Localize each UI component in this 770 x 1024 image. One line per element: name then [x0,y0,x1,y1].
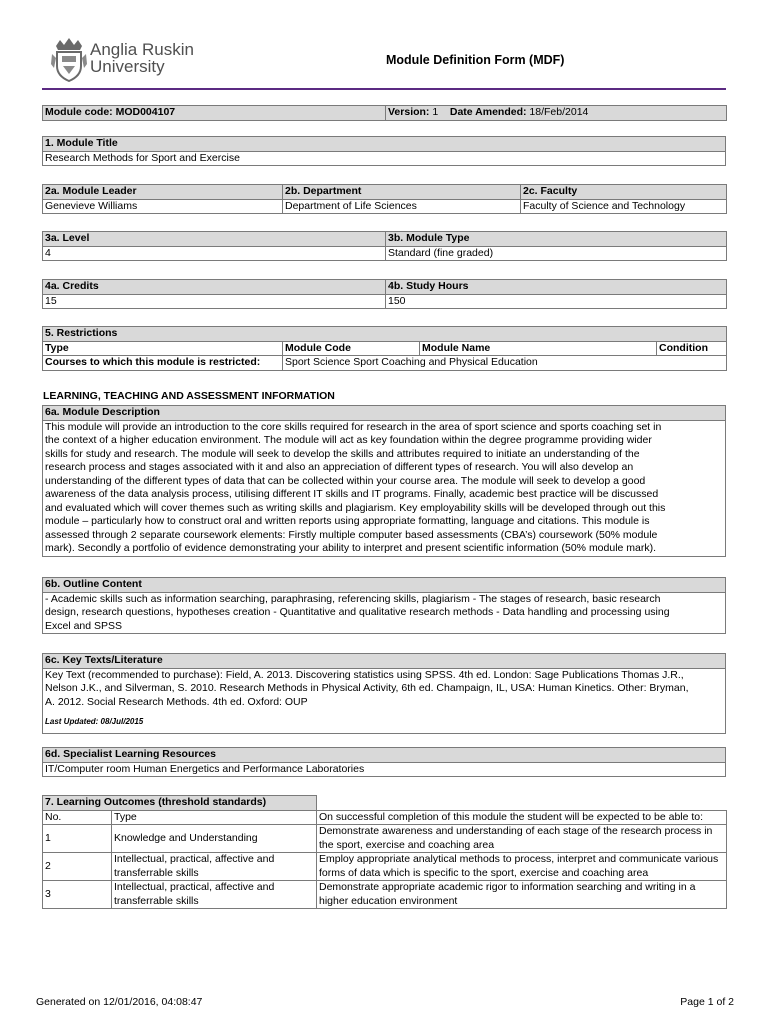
description-body [43,420,726,556]
outcome-desc: Demonstrate awareness and understanding of each stage of the research process in the sport, exercise and coaching area [317,825,727,853]
outcomes-col-no: No. [43,810,112,825]
outcome-desc: Employ appropriate analytical methods to process, interpret and communicate various forms of data which is specific to the sport, exercise and coaching area [317,853,727,881]
credits-heading: 4a. Credits [43,280,386,295]
level-heading: 3a. Level [43,232,386,247]
module-title-heading: 1. Module Title [43,137,726,152]
restrictions-col-name: Module Name [420,341,657,356]
version-value: 1 [432,106,439,118]
leader-value: Genevieve Williams [43,199,283,214]
credits-value: 15 [43,294,386,309]
restrictions-col-code: Module Code [283,341,420,356]
restrictions-row-value: Sport Science Sport Coaching and Physical Education [283,356,727,371]
restrictions-row-label: Courses to which this module is restricted: [43,356,283,371]
description-line: module – particularly how to construct oral and written reports using appropriate formatting, language and citations. This module is [45,515,650,527]
leader-heading: 2a. Module Leader [43,185,283,200]
restrictions-table [42,326,727,371]
page-title: Module Definition Form (MDF) [386,53,565,67]
generated-timestamp: Generated on 12/01/2016, 04:08:47 [36,996,203,1008]
crest-icon [50,36,88,82]
version-label: Version: [388,106,430,118]
outcomes-col-desc: On successful completion of this module the student will be expected to be able to: [317,810,727,825]
study-hours-heading: 4b. Study Hours [386,280,727,295]
department-heading: 2b. Department [283,185,521,200]
resources-value: IT/Computer room Human Energetics and Performance Laboratories [43,762,726,777]
outcome-type: Knowledge and Understanding [112,825,317,853]
study-hours-value: 150 [386,294,727,309]
table-row [43,825,727,853]
version-date-cell [386,106,727,121]
outcomes-heading-blank [317,796,727,811]
logo-line-1: Anglia Ruskin [90,40,194,59]
description-line: skills for study and research. The module will seek to develop the skills and attributes required to initiate an understanding of the [45,447,640,460]
description-line: mark). Secondly a portfolio of evidence demonstrating your ability to interpret and present scientific information (50% module mark). [45,542,657,554]
key-texts-line: A. 2012. Social Research Methods. 4th ed. Oxford: OUP [45,695,308,708]
description-line: This module will provide an introduction to the core skills required for research in the area of sport science and sports coaching set in [45,420,662,433]
module-code: Module code: MOD004107 [43,106,386,121]
outcomes-heading: 7. Learning Outcomes (threshold standards) [43,796,317,811]
leader-table [42,184,727,214]
logo-line-2: University [90,57,165,76]
outcome-desc: Demonstrate appropriate academic rigor to information searching and writing in a higher education environment [317,881,727,909]
description-line: understanding of the different types of data that can be collected within your course area. The module will seek to develop a good [45,474,646,487]
restrictions-col-type: Type [43,341,283,356]
description-table [42,405,726,557]
restrictions-col-condition: Condition [657,341,727,356]
outline-body [43,592,726,634]
module-title-value: Research Methods for Sport and Exercise [43,151,726,166]
outline-line: - Academic skills such as information searching, paraphrasing, referencing skills, plagiarism - The stages of research, basic research [45,592,661,605]
university-logo [50,36,200,82]
outcome-type: Intellectual, practical, affective and transferrable skills [112,853,317,881]
outcomes-col-type: Type [112,810,317,825]
description-heading: 6a. Module Description [43,406,726,421]
outline-line: Excel and SPSS [45,619,123,632]
description-line: research process and stages associated with it and also an appreciation of different types of research. You will also develop an [45,461,634,473]
outline-line: design, research questions, hypotheses creation - Quantitative and qualitative research methods - Data handling and processing using [45,606,670,618]
outline-table [42,577,726,634]
outcome-no: 2 [43,853,112,881]
restrictions-heading: 5. Restrictions [43,327,727,342]
date-value: 18/Feb/2014 [529,106,589,118]
key-texts-body [43,668,726,733]
outcome-no: 3 [43,881,112,909]
outcome-type: Intellectual, practical, affective and transferrable skills [112,881,317,909]
resources-heading: 6d. Specialist Learning Resources [43,748,726,763]
table-row [43,853,727,881]
outcomes-table [42,795,727,909]
description-line: and evaluated which will cover themes such as writing skills and plagiarism. Key employability skills will be developed through out this [45,501,666,514]
outline-heading: 6b. Outline Content [43,578,726,593]
page-number: Page 1 of 2 [680,996,734,1008]
lta-heading: LEARNING, TEACHING AND ASSESSMENT INFORMATION [43,390,335,402]
key-texts-line: Key Text (recommended to purchase): Field, A. 2013. Discovering statistics using SPSS. 4th ed. London: Sage Publications Thomas J.R., [45,668,684,681]
credits-table [42,279,727,309]
key-texts-line: Nelson J.K., and Silverman, S. 2010. Research Methods in Physical Activity, 6th ed. Champaign, IL, USA: Human Kinetics. Other: Bryman, [45,682,689,694]
level-value: 4 [43,246,386,261]
description-line: awareness of the data analysis process, utilising different IT skills and IT programs. Finally, academic best practice will be discussed [45,488,659,500]
module-title-table [42,136,726,166]
level-table [42,231,727,261]
key-texts-heading: 6c. Key Texts/Literature [43,654,726,669]
faculty-value: Faculty of Science and Technology [521,199,727,214]
department-value: Department of Life Sciences [283,199,521,214]
description-line: assessed through 2 separate coursework elements: Firstly multiple computer based assessments (CBA’s) coursework (50% module [45,528,658,541]
table-row [43,881,727,909]
module-meta-table [42,105,727,121]
module-type-heading: 3b. Module Type [386,232,727,247]
date-label: Date Amended: [449,106,527,118]
last-updated: Last Updated: 08/Jul/2015 [45,717,144,726]
outcome-no: 1 [43,825,112,853]
header-divider [42,88,726,90]
description-line: the context of a higher education environment. The module will act as key foundation within the degree programme providing wider [45,434,652,446]
faculty-heading: 2c. Faculty [521,185,727,200]
resources-table [42,747,726,777]
key-texts-table [42,653,726,734]
module-type-value: Standard (fine graded) [386,246,727,261]
